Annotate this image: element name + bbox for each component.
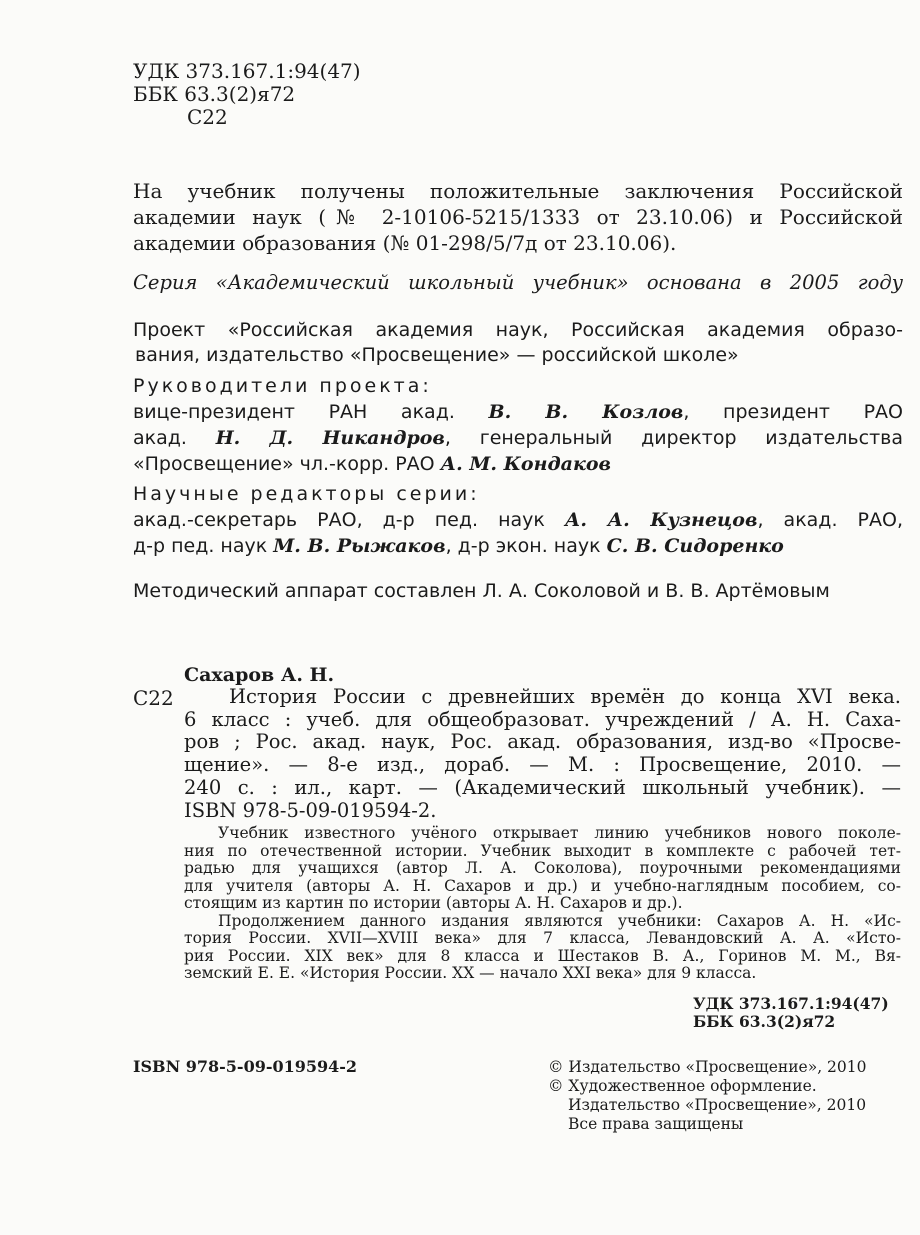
annotation-line: рия России. XIX век» для 8 класса и Шестаков В. А., Горинов М. М., Вя- xyxy=(184,946,901,965)
udk-code: УДК 373.167.1:94(47) xyxy=(133,59,361,83)
series-editors xyxy=(133,481,903,559)
catalog-entry-line: История России с древнейших времён до конца XVI века. xyxy=(229,685,901,708)
catalog-author xyxy=(184,664,334,686)
leaders-text: акад. xyxy=(133,427,187,449)
catalog-classification xyxy=(693,995,889,1031)
editors-text: , акад. РАО, xyxy=(757,509,903,531)
series-note-text: Серия «Академический школьный учебник» основана в 2005 году xyxy=(133,271,903,294)
editors-heading: Научные редакторы серии: xyxy=(133,483,480,505)
copyright-line: Все права защищены xyxy=(568,1115,744,1133)
catalog-entry-line: ISBN 978-5-09-019594-2. xyxy=(184,798,437,822)
person-name: А. М. Кондаков xyxy=(440,453,611,475)
editors-line xyxy=(133,533,903,559)
copyright-line: © Художественное оформление. xyxy=(548,1077,817,1095)
series-note xyxy=(133,270,903,296)
editors-text: , д-р экон. наук xyxy=(445,535,601,557)
project-leaders xyxy=(133,373,903,477)
catalog-author-text: Сахаров А. Н. xyxy=(184,664,335,686)
catalog-code xyxy=(133,687,174,709)
reviews-line: академии образования (№ 01-298/5/7д от 23.10.06). xyxy=(133,231,677,255)
person-name: Н. Д. Никандров xyxy=(215,427,445,449)
catalog-entry-line: 6 класс : учеб. для общеобразоват. учреждений / А. Н. Саха- xyxy=(184,707,901,731)
catalog-entry-line: 240 с. : ил., карт. — (Академический школьный учебник). — xyxy=(184,775,901,799)
method-note-text: Методический аппарат составлен Л. А. Соколовой и В. В. Артёмовым xyxy=(133,580,830,602)
copyright-line: Издательство «Просвещение», 2010 xyxy=(568,1096,867,1114)
project-line: вания, издательство «Просвещение» — российской школе» xyxy=(135,344,739,366)
catalog-udk: УДК 373.167.1:94(47) xyxy=(693,994,889,1013)
person-name: С. В. Сидоренко xyxy=(606,535,784,557)
person-name: М. В. Рыжаков xyxy=(273,535,446,557)
leaders-line xyxy=(133,399,903,425)
isbn-text: ISBN 978-5-09-019594-2 xyxy=(133,1057,358,1076)
catalog-entry-line: щение». — 8-е изд., дораб. — М. : Просвещение, 2010. — xyxy=(184,753,901,777)
catalog-annotation xyxy=(184,825,901,983)
project-note xyxy=(133,318,903,368)
leaders-heading: Руководители проекта: xyxy=(133,375,432,397)
leaders-text: вице-президент РАН акад. xyxy=(133,401,455,423)
person-name: А. А. Кузнецов xyxy=(564,509,758,531)
catalog-bbk: ББК 63.3(2)я72 xyxy=(693,1012,836,1031)
annotation-line: земский Е. Е. «История России. XX — начало XXI века» для 9 класса. xyxy=(184,964,757,982)
footer-isbn xyxy=(133,1057,357,1077)
annotation-line: Продолжением данного издания являются учебники: Сахаров А. Н. «Ис- xyxy=(218,911,901,930)
leaders-line xyxy=(133,451,903,477)
bbk-code: ББК 63.3(2)я72 xyxy=(133,82,296,106)
leaders-text: , президент РАО xyxy=(683,401,904,423)
reviews-note xyxy=(133,178,903,256)
leaders-text: «Просвещение» чл.-корр. РАО xyxy=(133,453,435,475)
catalog-entry xyxy=(184,686,901,822)
copyright-block xyxy=(548,1058,867,1134)
copyright-line: © Издательство «Просвещение», 2010 xyxy=(548,1058,867,1076)
editors-text: д-р пед. наук xyxy=(133,535,268,557)
method-note xyxy=(133,578,830,604)
catalog-code-text: С22 xyxy=(133,686,174,710)
annotation-line: для учителя (авторы А. Н. Сахаров и др.) и учебно-наглядным пособием, со- xyxy=(184,876,901,895)
annotation-line: ния по отечественной истории. Учебник выходит в комплекте с рабочей тет- xyxy=(184,841,901,860)
annotation-line: стоящим из картин по истории (авторы А. Н. Сахаров и др.). xyxy=(184,894,683,912)
leaders-text: , генеральный директор издательства xyxy=(444,427,903,449)
annotation-line: радью для учащихся (автор Л. А. Соколова), поурочными рекомендациями xyxy=(184,859,901,877)
reviews-line: академии наук (№ 2-10106-5215/1333 от 23.10.06) и Российской xyxy=(133,205,903,229)
author-sign: С22 xyxy=(187,105,228,129)
editors-line xyxy=(133,507,903,533)
editors-text: акад.-секретарь РАО, д-р пед. наук xyxy=(133,509,545,531)
annotation-line: Учебник известного учёного открывает линию учебников нового поколе- xyxy=(218,824,901,842)
udk-header xyxy=(133,60,361,129)
project-line: Проект «Российская академия наук, Российская академия образо- xyxy=(133,319,903,341)
catalog-entry-line: ров ; Рос. акад. наук, Рос. акад. образования, изд-во «Просве- xyxy=(184,730,901,754)
reviews-line: На учебник получены положительные заключения Российской xyxy=(133,179,903,203)
person-name: В. В. Козлов xyxy=(488,401,684,423)
annotation-line: тория России. XVII—XVIII века» для 7 класса, Левандовский А. А. «Исто- xyxy=(184,929,901,947)
leaders-line xyxy=(133,425,903,451)
